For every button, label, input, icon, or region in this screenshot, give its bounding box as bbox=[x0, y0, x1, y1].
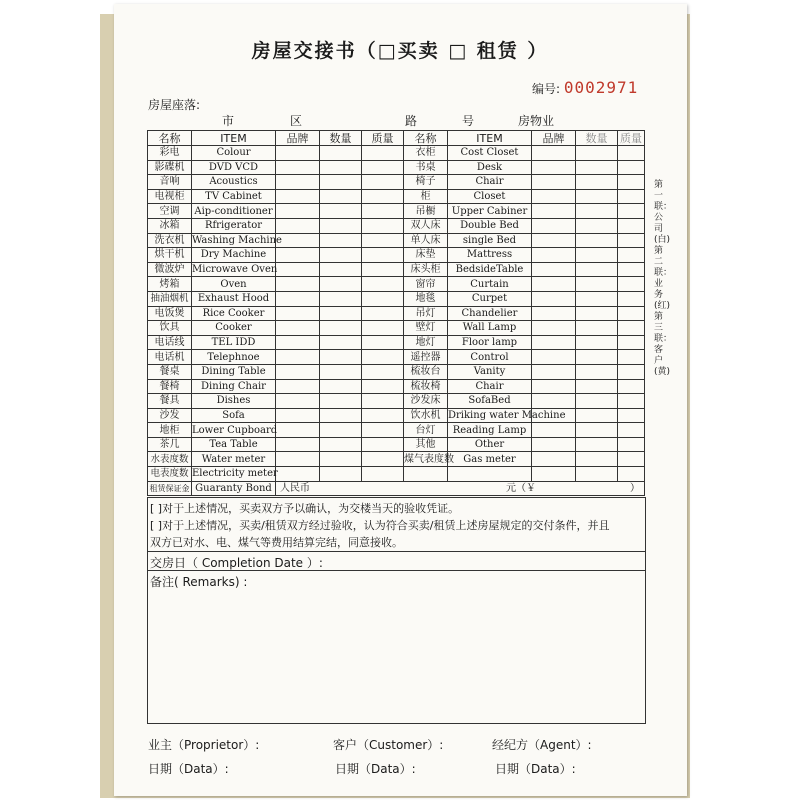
blank-entry-cell bbox=[320, 189, 362, 204]
item-english-cell: Cooker bbox=[192, 321, 276, 336]
blank-entry-cell bbox=[320, 160, 362, 175]
blank-entry-cell bbox=[532, 218, 576, 233]
blank-entry-cell bbox=[576, 335, 618, 350]
blank-entry-cell bbox=[576, 379, 618, 394]
item-english-cell: Chair bbox=[448, 379, 532, 394]
item-name-cell: 电话线 bbox=[148, 335, 192, 350]
form-title: 房屋交接书（□买卖 □ 租赁 ） bbox=[251, 40, 549, 62]
table-row bbox=[148, 437, 645, 452]
blank-entry-cell bbox=[618, 204, 645, 219]
item-name-cell: 其他 bbox=[404, 437, 448, 452]
blank-entry-cell bbox=[532, 379, 576, 394]
column-header: 质量 bbox=[618, 131, 645, 146]
blank-entry-cell bbox=[618, 233, 645, 248]
blank-entry-cell bbox=[532, 452, 576, 467]
yuan-close: ） bbox=[630, 482, 640, 494]
blank-entry-cell bbox=[276, 408, 320, 423]
blank-entry-cell bbox=[532, 467, 576, 482]
item-name-cell: 饮水机 bbox=[404, 408, 448, 423]
table-row bbox=[148, 364, 645, 379]
item-english-cell: single Bed bbox=[448, 233, 532, 248]
item-english-cell: Tea Table bbox=[192, 437, 276, 452]
item-name-cell: 床头柜 bbox=[404, 262, 448, 277]
blank-entry-cell bbox=[276, 335, 320, 350]
item-english-cell: Dining Chair bbox=[192, 379, 276, 394]
blank-entry-cell bbox=[320, 350, 362, 365]
blank-entry-cell bbox=[320, 394, 362, 409]
item-name-cell: 烘干机 bbox=[148, 248, 192, 263]
item-english-cell: Desk bbox=[448, 160, 532, 175]
clause-lease-continued: 双方已对水、电、煤气等费用结算完结，同意接收。 bbox=[150, 536, 403, 549]
blank-entry-cell bbox=[276, 277, 320, 292]
item-name-cell: 单人床 bbox=[404, 233, 448, 248]
blank-entry-cell bbox=[618, 218, 645, 233]
item-name-cell: 地毯 bbox=[404, 291, 448, 306]
item-english-cell: Floor lamp bbox=[448, 335, 532, 350]
item-name-cell: 电视柜 bbox=[148, 189, 192, 204]
blank-entry-cell bbox=[362, 175, 404, 190]
item-english-cell: Double Bed bbox=[448, 218, 532, 233]
blank-entry-cell bbox=[618, 189, 645, 204]
column-header: 品牌 bbox=[276, 131, 320, 146]
blank-entry-cell bbox=[618, 364, 645, 379]
item-name-cell: 饮具 bbox=[148, 321, 192, 336]
blank-entry-cell bbox=[576, 364, 618, 379]
blank-entry-cell bbox=[276, 394, 320, 409]
blank-entry-cell bbox=[362, 160, 404, 175]
item-name-cell: 电饭煲 bbox=[148, 306, 192, 321]
item-name-cell: 沙发床 bbox=[404, 394, 448, 409]
blank-entry-cell bbox=[276, 218, 320, 233]
blank-entry-cell bbox=[576, 262, 618, 277]
item-english-cell: Vanity bbox=[448, 364, 532, 379]
blank-entry-cell bbox=[576, 291, 618, 306]
blank-entry-cell bbox=[276, 262, 320, 277]
blank-entry-cell bbox=[320, 467, 362, 482]
blank-entry-cell bbox=[276, 175, 320, 190]
item-english-cell: Chandelier bbox=[448, 306, 532, 321]
blank-entry-cell bbox=[276, 364, 320, 379]
item-name-cell: 电话机 bbox=[148, 350, 192, 365]
blank-entry-cell bbox=[532, 277, 576, 292]
agent-signature-label: 经纪方（Agent）: bbox=[492, 738, 592, 752]
blank-entry-cell bbox=[618, 394, 645, 409]
blank-entry-cell bbox=[362, 467, 404, 482]
clause-lease: [ ]对于上述情况，买卖/租赁双方经过验收，认为符合买卖/租赁上述房屋规定的交付条件，并且 bbox=[150, 519, 610, 532]
item-name-cell: 床垫 bbox=[404, 248, 448, 263]
table-row bbox=[148, 218, 645, 233]
blank-entry-cell bbox=[618, 146, 645, 161]
item-name-cell: 煤气表度数 bbox=[404, 453, 454, 465]
blank-entry-cell bbox=[320, 452, 362, 467]
blank-entry-cell bbox=[320, 437, 362, 452]
table-row bbox=[148, 350, 645, 365]
blank-entry-cell bbox=[532, 321, 576, 336]
deposit-label: 租赁保证金 bbox=[148, 481, 192, 496]
item-english-cell: BedsideTable bbox=[448, 262, 532, 277]
column-header: ITEM bbox=[448, 131, 532, 146]
item-name-cell: 吊灯 bbox=[404, 306, 448, 321]
divider bbox=[148, 497, 645, 498]
blank-entry-cell bbox=[362, 306, 404, 321]
item-name-cell: 茶几 bbox=[148, 437, 192, 452]
blank-entry-cell bbox=[576, 248, 618, 263]
blank-entry-cell bbox=[532, 248, 576, 263]
blank-entry-cell bbox=[532, 146, 576, 161]
item-english-cell: Wall Lamp bbox=[448, 321, 532, 336]
item-english-cell: Driking water Machine bbox=[448, 409, 566, 421]
item-name-cell: 水表度数 bbox=[148, 452, 192, 467]
blank-entry-cell bbox=[576, 306, 618, 321]
item-name-cell: 壁灯 bbox=[404, 321, 448, 336]
blank-entry-cell bbox=[576, 467, 618, 482]
blank-entry-cell bbox=[362, 364, 404, 379]
item-name-cell: 空调 bbox=[148, 204, 192, 219]
item-name-cell: 柜 bbox=[404, 189, 448, 204]
blank-entry-cell bbox=[532, 189, 576, 204]
blank-entry-cell bbox=[320, 262, 362, 277]
item-name-cell: 音响 bbox=[148, 175, 192, 190]
blank-entry-cell bbox=[576, 160, 618, 175]
item-name-cell: 台灯 bbox=[404, 423, 448, 438]
item-name-cell: 书桌 bbox=[404, 160, 448, 175]
item-english-cell bbox=[448, 467, 532, 482]
item-name-cell: 窗帘 bbox=[404, 277, 448, 292]
item-english-cell: Sofa bbox=[192, 408, 276, 423]
blank-entry-cell bbox=[576, 204, 618, 219]
item-english-cell: Curtain bbox=[448, 277, 532, 292]
item-name-cell: 彩电 bbox=[148, 146, 192, 161]
table-row bbox=[148, 175, 645, 190]
item-name-cell: 餐具 bbox=[148, 394, 192, 409]
inventory-table bbox=[147, 130, 645, 496]
address-city: 市 bbox=[222, 114, 235, 128]
table-row bbox=[148, 248, 645, 263]
blank-entry-cell bbox=[276, 291, 320, 306]
blank-entry-cell bbox=[276, 379, 320, 394]
blank-entry-cell bbox=[276, 160, 320, 175]
blank-entry-cell bbox=[320, 233, 362, 248]
item-name-cell: 抽油烟机 bbox=[148, 291, 192, 306]
column-header: 数量 bbox=[320, 131, 362, 146]
table-header-row bbox=[148, 131, 645, 146]
item-name-cell: 餐椅 bbox=[148, 379, 192, 394]
deposit-english-label: Guaranty Bond bbox=[192, 481, 276, 496]
yuan-label: 元（￥ bbox=[506, 482, 536, 494]
blank-entry-cell bbox=[618, 306, 645, 321]
blank-entry-cell bbox=[576, 277, 618, 292]
blank-entry-cell bbox=[276, 321, 320, 336]
blank-entry-cell bbox=[576, 321, 618, 336]
blank-entry-cell bbox=[618, 277, 645, 292]
blank-entry-cell bbox=[618, 291, 645, 306]
item-english-cell: Curpet bbox=[448, 291, 532, 306]
blank-entry-cell bbox=[320, 291, 362, 306]
item-english-cell: Reading Lamp bbox=[448, 423, 532, 438]
table-row bbox=[148, 233, 645, 248]
blank-entry-cell bbox=[320, 321, 362, 336]
item-english-cell: Microwave Oven bbox=[192, 264, 278, 276]
owner-signature-label: 业主（Proprietor）: bbox=[148, 738, 260, 752]
item-english-cell: SofaBed bbox=[448, 394, 532, 409]
blank-entry-cell bbox=[276, 189, 320, 204]
column-header: ITEM bbox=[192, 131, 276, 146]
blank-entry-cell bbox=[320, 204, 362, 219]
blank-entry-cell bbox=[362, 452, 404, 467]
table-row bbox=[148, 146, 645, 161]
remarks-label: 备注( Remarks) : bbox=[150, 575, 248, 589]
blank-entry-cell bbox=[276, 423, 320, 438]
blank-entry-cell bbox=[276, 467, 320, 482]
clauses-and-remarks-box bbox=[147, 497, 646, 724]
blank-entry-cell bbox=[576, 408, 618, 423]
blank-entry-cell bbox=[576, 394, 618, 409]
blank-entry-cell bbox=[320, 408, 362, 423]
column-header: 数量 bbox=[576, 131, 618, 146]
blank-entry-cell bbox=[618, 408, 645, 423]
blank-entry-cell bbox=[276, 146, 320, 161]
blank-entry-cell bbox=[576, 189, 618, 204]
blank-entry-cell bbox=[532, 204, 576, 219]
address-district: 区 bbox=[290, 114, 303, 128]
item-name-cell bbox=[404, 467, 448, 482]
blank-entry-cell bbox=[618, 335, 645, 350]
item-name-cell: 遥控器 bbox=[404, 350, 448, 365]
table-row bbox=[148, 262, 645, 277]
table-row bbox=[148, 277, 645, 292]
blank-entry-cell bbox=[362, 277, 404, 292]
blank-entry-cell bbox=[276, 306, 320, 321]
blank-entry-cell bbox=[320, 146, 362, 161]
blank-entry-cell bbox=[362, 350, 404, 365]
column-header: 质量 bbox=[362, 131, 404, 146]
blank-entry-cell bbox=[532, 262, 576, 277]
blank-entry-cell bbox=[618, 248, 645, 263]
divider bbox=[148, 551, 645, 552]
blank-entry-cell bbox=[320, 218, 362, 233]
item-english-cell: Rice Cooker bbox=[192, 306, 276, 321]
item-english-cell: Cost Closet bbox=[448, 146, 532, 161]
table-row bbox=[148, 291, 645, 306]
table-row bbox=[148, 321, 645, 336]
item-english-cell: Rfrigerator bbox=[192, 218, 276, 233]
blank-entry-cell bbox=[276, 233, 320, 248]
clause-sale: [ ]对于上述情况，买卖双方予以确认，为交楼当天的验收凭证。 bbox=[150, 502, 460, 515]
blank-entry-cell bbox=[276, 437, 320, 452]
blank-entry-cell bbox=[532, 291, 576, 306]
blank-entry-cell bbox=[320, 277, 362, 292]
item-english-cell: Lower Cupboard bbox=[192, 424, 278, 436]
blank-entry-cell bbox=[362, 335, 404, 350]
blank-entry-cell bbox=[362, 394, 404, 409]
item-english-cell: Dishes bbox=[192, 394, 276, 409]
column-header: 品牌 bbox=[532, 131, 576, 146]
blank-entry-cell bbox=[276, 248, 320, 263]
table-row bbox=[148, 408, 645, 423]
item-name-cell: 梳妆椅 bbox=[404, 379, 448, 394]
divider bbox=[148, 570, 645, 571]
blank-entry-cell bbox=[576, 175, 618, 190]
item-name-cell: 吊橱 bbox=[404, 204, 448, 219]
address-number: 号 bbox=[462, 114, 475, 128]
item-name-cell: 洗衣机 bbox=[148, 233, 192, 248]
item-english-cell: Control bbox=[448, 350, 532, 365]
blank-entry-cell bbox=[618, 175, 645, 190]
blank-entry-cell bbox=[532, 335, 576, 350]
blank-entry-cell bbox=[362, 218, 404, 233]
blank-entry-cell bbox=[276, 350, 320, 365]
customer-signature-label: 客户（Customer）: bbox=[333, 738, 444, 752]
table-row bbox=[148, 452, 645, 467]
blank-entry-cell bbox=[576, 146, 618, 161]
item-name-cell: 梳妆台 bbox=[404, 364, 448, 379]
blank-entry-cell bbox=[320, 379, 362, 394]
blank-entry-cell bbox=[320, 423, 362, 438]
address-road: 路 bbox=[405, 114, 418, 128]
blank-entry-cell bbox=[276, 204, 320, 219]
item-english-cell: Electricity meter bbox=[192, 468, 278, 480]
blank-entry-cell bbox=[532, 350, 576, 365]
blank-entry-cell bbox=[576, 218, 618, 233]
table-row bbox=[148, 379, 645, 394]
item-name-cell: 椅子 bbox=[404, 175, 448, 190]
serial-label: 编号: bbox=[532, 82, 561, 96]
blank-entry-cell bbox=[362, 233, 404, 248]
blank-entry-cell bbox=[362, 291, 404, 306]
item-name-cell: 电表度数 bbox=[148, 467, 192, 482]
blank-entry-cell bbox=[618, 423, 645, 438]
item-english-cell: Oven bbox=[192, 277, 276, 292]
item-english-cell: Closet bbox=[448, 189, 532, 204]
blank-entry-cell bbox=[320, 306, 362, 321]
column-header: 名称 bbox=[148, 131, 192, 146]
blank-entry-cell bbox=[576, 233, 618, 248]
item-name-cell: 微波炉 bbox=[148, 262, 192, 277]
blank-entry-cell bbox=[532, 160, 576, 175]
item-english-cell: DVD VCD bbox=[192, 160, 276, 175]
blank-entry-cell bbox=[618, 437, 645, 452]
blank-entry-cell bbox=[618, 262, 645, 277]
blank-entry-cell bbox=[532, 175, 576, 190]
item-name-cell: 烤箱 bbox=[148, 277, 192, 292]
column-header: 名称 bbox=[404, 131, 448, 146]
item-english-cell: TV Cabinet bbox=[192, 189, 276, 204]
item-name-cell: 沙发 bbox=[148, 408, 192, 423]
item-english-cell: Upper Cabiner bbox=[448, 204, 532, 219]
blank-entry-cell bbox=[276, 452, 320, 467]
blank-entry-cell bbox=[362, 262, 404, 277]
item-english-cell: Exhaust Hood bbox=[192, 291, 276, 306]
blank-entry-cell bbox=[618, 467, 645, 482]
blank-entry-cell bbox=[362, 379, 404, 394]
item-english-cell: Gas meter bbox=[448, 452, 532, 467]
agent-date-label: 日期（Data）: bbox=[495, 762, 576, 776]
blank-entry-cell bbox=[618, 350, 645, 365]
blank-entry-cell bbox=[362, 204, 404, 219]
blank-entry-cell bbox=[576, 423, 618, 438]
item-name-cell: 影碟机 bbox=[148, 160, 192, 175]
blank-entry-cell bbox=[362, 408, 404, 423]
item-english-cell: Aip-conditioner bbox=[192, 204, 276, 219]
blank-entry-cell bbox=[618, 321, 645, 336]
table-row bbox=[148, 394, 645, 409]
table-row bbox=[148, 335, 645, 350]
item-english-cell: Telephnoe bbox=[192, 350, 276, 365]
copy-distribution-note: 第一联：公司(白) 第二联：业务(红) 第三联：客户(黄) bbox=[654, 180, 673, 377]
blank-entry-cell bbox=[320, 335, 362, 350]
item-english-cell: Dry Machine bbox=[192, 248, 276, 263]
blank-entry-cell bbox=[576, 437, 618, 452]
item-english-cell: Chair bbox=[448, 175, 532, 190]
table-row bbox=[148, 189, 645, 204]
address-label: 房屋座落: bbox=[148, 98, 201, 112]
blank-entry-cell bbox=[618, 452, 645, 467]
owner-date-label: 日期（Data）: bbox=[148, 762, 229, 776]
item-name-cell: 双人床 bbox=[404, 218, 448, 233]
item-english-cell: Colour bbox=[192, 146, 276, 161]
rmb-label: 人民币 bbox=[280, 482, 310, 494]
completion-date-label: 交房日（ Completion Date ）: bbox=[150, 556, 323, 570]
serial-value: 0002971 bbox=[563, 78, 639, 97]
blank-entry-cell bbox=[576, 452, 618, 467]
item-english-cell: Acoustics bbox=[192, 175, 276, 190]
table-row bbox=[148, 306, 645, 321]
blank-entry-cell bbox=[532, 364, 576, 379]
item-name-cell: 餐桌 bbox=[148, 364, 192, 379]
blank-entry-cell bbox=[320, 175, 362, 190]
blank-entry-cell bbox=[532, 437, 576, 452]
item-english-cell: TEL IDD bbox=[192, 335, 276, 350]
item-english-cell: Dining Table bbox=[192, 364, 276, 379]
blank-entry-cell bbox=[618, 379, 645, 394]
blank-entry-cell bbox=[320, 364, 362, 379]
item-english-cell: Water meter bbox=[192, 452, 276, 467]
blank-entry-cell bbox=[362, 437, 404, 452]
blank-entry-cell bbox=[362, 321, 404, 336]
item-english-cell: Mattress bbox=[448, 248, 532, 263]
blank-entry-cell bbox=[362, 248, 404, 263]
blank-entry-cell bbox=[362, 146, 404, 161]
deposit-amount-cell bbox=[276, 481, 645, 496]
item-english-cell: Washing Machine bbox=[192, 234, 282, 246]
blank-entry-cell bbox=[362, 423, 404, 438]
serial-number bbox=[532, 78, 638, 97]
item-name-cell: 地柜 bbox=[148, 423, 192, 438]
table-row bbox=[148, 204, 645, 219]
deposit-row bbox=[148, 481, 645, 496]
customer-date-label: 日期（Data）: bbox=[335, 762, 416, 776]
item-name-cell: 冰箱 bbox=[148, 218, 192, 233]
item-name-cell: 地灯 bbox=[404, 335, 448, 350]
item-english-cell: Other bbox=[448, 437, 532, 452]
blank-entry-cell bbox=[532, 423, 576, 438]
blank-entry-cell bbox=[320, 248, 362, 263]
table-row bbox=[148, 467, 645, 482]
blank-entry-cell bbox=[532, 394, 576, 409]
blank-entry-cell bbox=[576, 350, 618, 365]
address-property: 房物业 bbox=[518, 114, 555, 128]
table-row bbox=[148, 423, 645, 438]
blank-entry-cell bbox=[532, 306, 576, 321]
table-row bbox=[148, 160, 645, 175]
blank-entry-cell bbox=[362, 189, 404, 204]
blank-entry-cell bbox=[532, 233, 576, 248]
item-name-cell: 衣柜 bbox=[404, 146, 448, 161]
blank-entry-cell bbox=[618, 160, 645, 175]
